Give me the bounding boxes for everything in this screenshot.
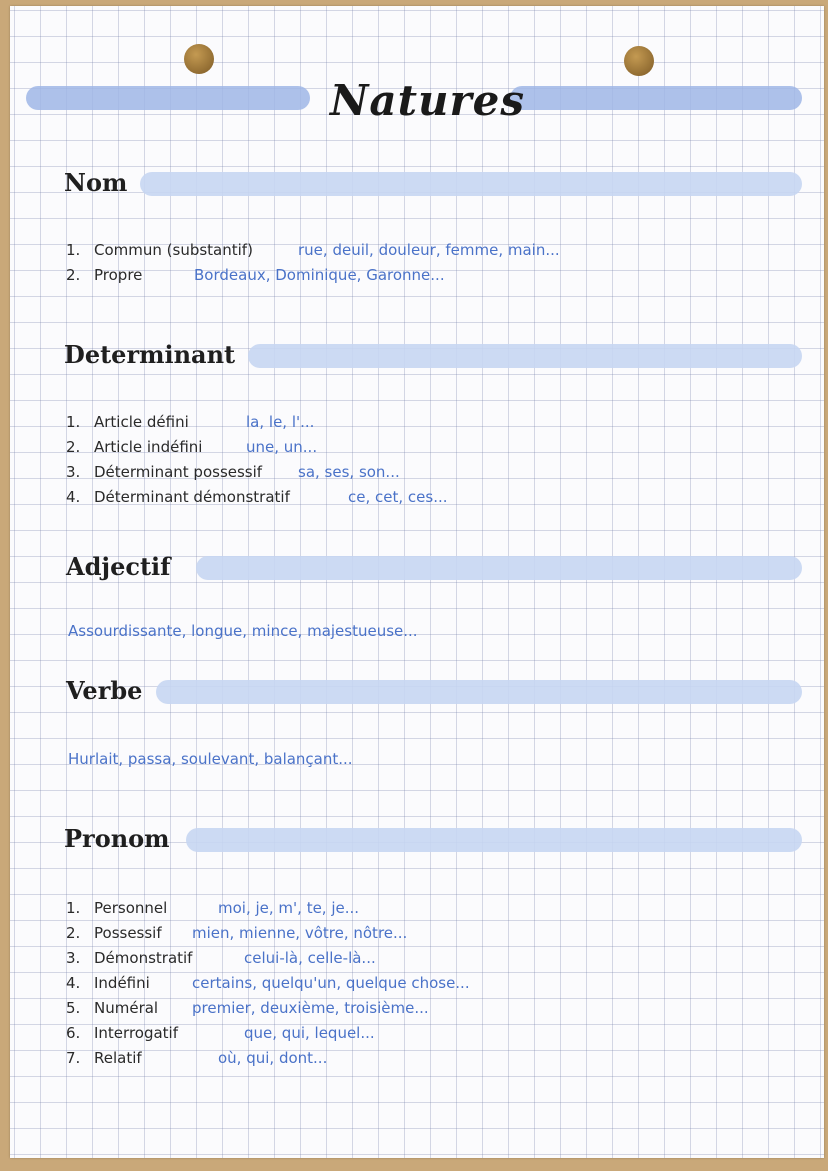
section-heading-nom: Nom [64, 168, 128, 197]
item-number: 1. [66, 413, 81, 431]
item-label: Indéfini [94, 974, 150, 992]
binder-hole [624, 46, 654, 76]
item-number: 4. [66, 974, 81, 992]
item-label: Démonstratif [94, 949, 193, 967]
item-examples: moi, je, m', te, je... [218, 899, 360, 917]
item-label: Interrogatif [94, 1024, 179, 1042]
binder-hole [184, 44, 214, 74]
item-number: 2. [66, 924, 81, 942]
item-number: 4. [66, 488, 81, 506]
item-label: Article défini [94, 413, 189, 431]
item-label: Personnel [94, 899, 168, 917]
section-heading-determinant: Determinant [64, 340, 236, 369]
item-label: Numéral [94, 999, 159, 1017]
section-highlight-nom [140, 172, 802, 196]
section-highlight-verbe [156, 680, 802, 704]
item-label: Relatif [94, 1049, 142, 1067]
item-examples: ce, cet, ces... [348, 488, 448, 506]
item-number: 7. [66, 1049, 81, 1067]
item-examples: celui-là, celle-là... [244, 949, 376, 967]
item-label: Déterminant démonstratif [94, 488, 290, 506]
item-examples: premier, deuxième, troisième... [192, 999, 429, 1017]
title-highlight-left [26, 86, 310, 110]
item-examples: certains, quelqu'un, quelque chose... [192, 974, 470, 992]
adjectif-examples: Assourdissante, longue, mince, majestueuse... [68, 622, 418, 640]
item-number: 3. [66, 463, 81, 481]
item-examples: rue, deuil, douleur, femme, main... [298, 241, 560, 259]
item-number: 3. [66, 949, 81, 967]
item-examples: sa, ses, son... [298, 463, 400, 481]
item-number: 6. [66, 1024, 81, 1042]
item-label: Propre [94, 266, 143, 284]
notebook-page [10, 6, 824, 1158]
item-label: Article indéfini [94, 438, 203, 456]
item-examples: une, un... [246, 438, 318, 456]
section-heading-adjectif: Adjectif [66, 552, 171, 581]
item-examples: que, qui, lequel... [244, 1024, 375, 1042]
item-label: Possessif [94, 924, 162, 942]
verbe-examples: Hurlait, passa, soulevant, balançant... [68, 750, 353, 768]
item-number: 2. [66, 266, 81, 284]
item-number: 1. [66, 899, 81, 917]
item-examples: où, qui, dont... [218, 1049, 328, 1067]
section-heading-verbe: Verbe [66, 676, 143, 705]
item-examples: Bordeaux, Dominique, Garonne... [194, 266, 445, 284]
section-heading-pronom: Pronom [64, 824, 170, 853]
item-label: Commun (substantif) [94, 241, 253, 259]
item-number: 2. [66, 438, 81, 456]
item-number: 1. [66, 241, 81, 259]
item-number: 5. [66, 999, 81, 1017]
section-highlight-pronom [186, 828, 802, 852]
item-examples: mien, mienne, vôtre, nôtre... [192, 924, 408, 942]
page-title: Natures [330, 76, 526, 125]
item-label: Déterminant possessif [94, 463, 263, 481]
section-highlight-adjectif [196, 556, 802, 580]
item-examples: la, le, l'... [246, 413, 315, 431]
title-highlight-right [510, 86, 802, 110]
section-highlight-determinant [248, 344, 802, 368]
